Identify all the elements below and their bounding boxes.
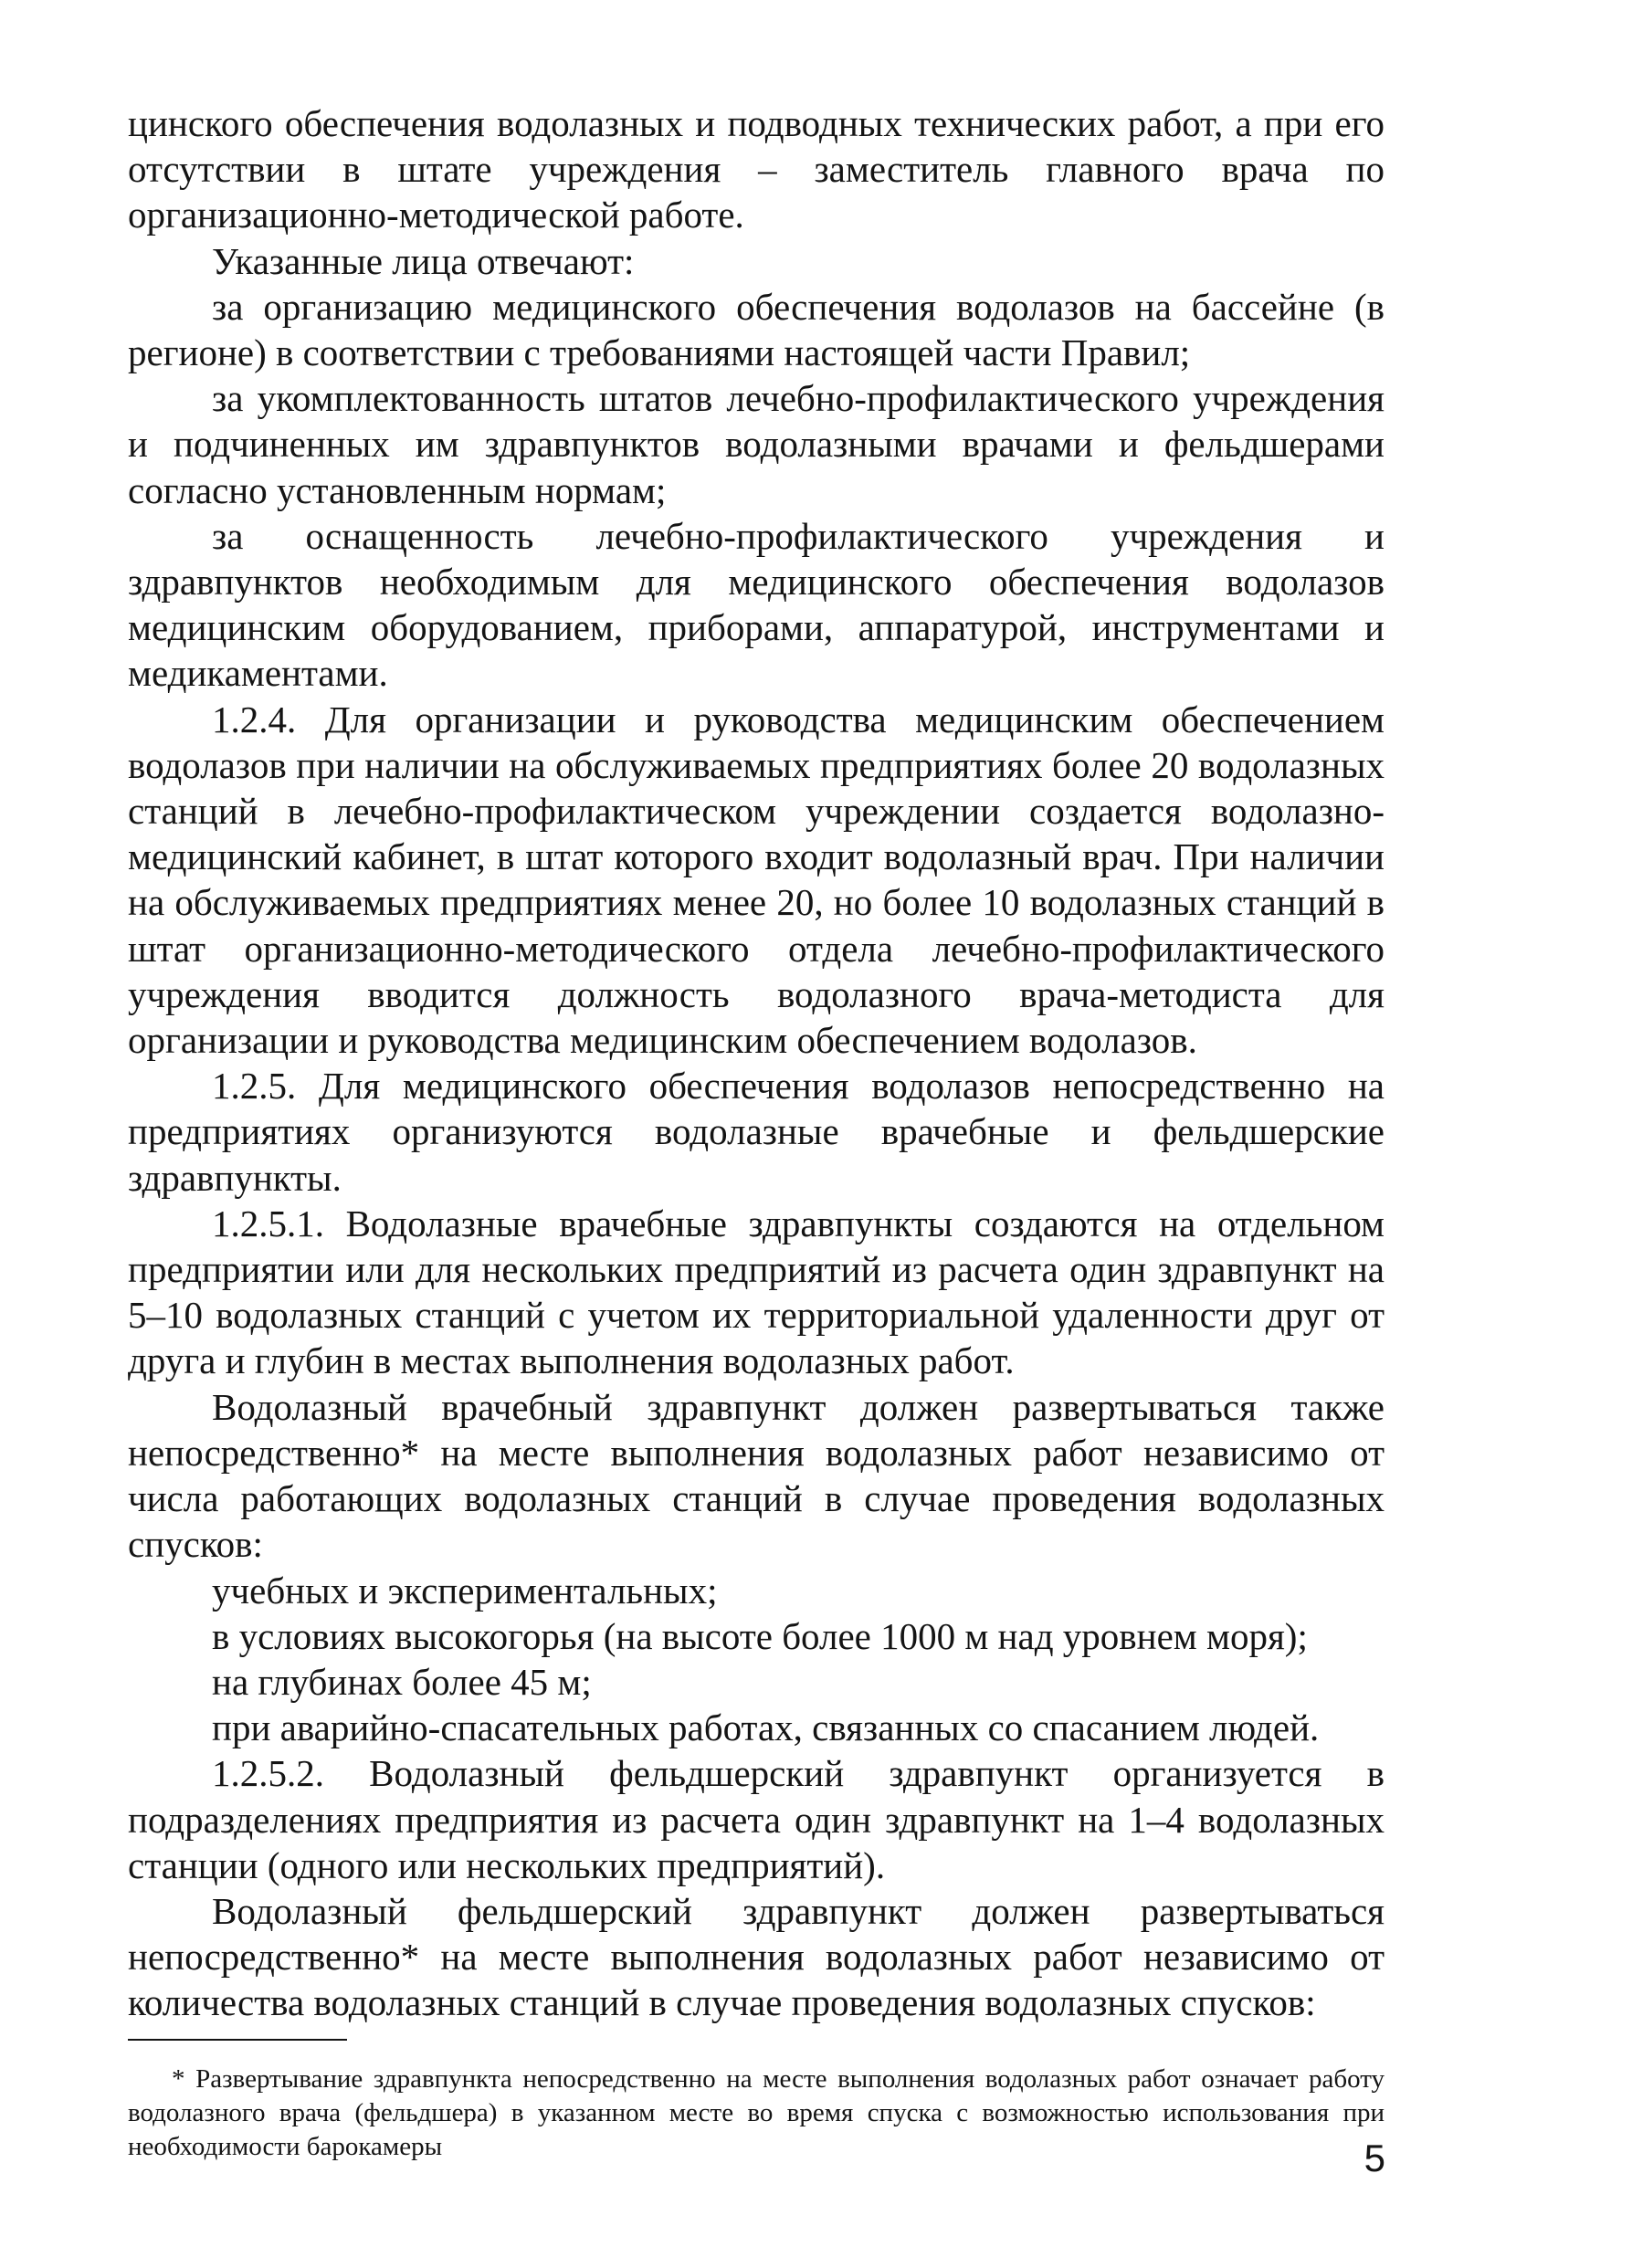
paragraph-medical-post-deployment: Водолазный врачебный здравпункт должен развертываться также непосредственно* на месте выполнения водолазных работ независимо от числа работающих водолазных станций в случае проведения водолазных спусков: (128, 1385, 1385, 1566)
list-item-highland: в условиях высокогорья (на высоте более 1000 м над уровнем моря); (212, 1614, 1308, 1657)
page-number: 5 (1364, 2137, 1385, 2179)
section-1-2-5-2: 1.2.5.2. Водолазный фельдшерский здравпункт организуется в подразделениях предприятия из расчета один здравпункт на 1–4 водолазных станции (одного или нескольких предприятий). (128, 1752, 1385, 1886)
list-item-equipment: за оснащенность лечебно-профилактического учреждения и здравпунктов необходимым для медицинского обеспечения водолазов медицинским оборудованием, приборами, аппаратурой, инструментами и медикаментами. (128, 514, 1385, 695)
list-item-training: учебных и экспериментальных; (212, 1569, 718, 1612)
footnote: * Развертывание здравпункта непосредственно на месте выполнения водолазных работ означает работу водолазного врача (фельдшера) в указанном месте во время спуска с возможностью использования при необходимости барокамеры (128, 2063, 1385, 2161)
list-item-depth: на глубинах более 45 м; (212, 1660, 592, 1703)
section-1-2-5-1: 1.2.5.1. Водолазные врачебные здравпункты создаются на отдельном предприятии или для нескольких предприятий из расчета один здравпункт на 5–10 водолазных станций с учетом их территориальной удаленности друг от друга и глубин в местах выполнения водолазных работ. (128, 1202, 1385, 1382)
list-item-rescue: при аварийно-спасательных работах, связанных со спасанием людей. (212, 1706, 1320, 1749)
document-page (128, 100, 1385, 2164)
footnote-divider (128, 2039, 347, 2041)
paragraph-continuation: цинского обеспечения водолазных и подводных технических работ, а при его отсутствии в штате учреждения – заместитель главного врача по организационно-методической работе. (128, 102, 1385, 236)
list-item-staffing: за укомплектованность штатов лечебно-профилактического учреждения и подчиненных им здравпунктов водолазными врачами и фельдшерами согласно установленным нормам; (128, 377, 1385, 511)
section-1-2-4: 1.2.4. Для организации и руководства медицинским обеспечением водолазов при наличии на обслуживаемых предприятиях более 20 водолазных станций в лечебно-профилактическом учреждении создается водолазно-медицинский кабинет, в штат которого входит водолазный врач. При наличии на обслуживаемых предприятиях менее 20, но более 10 водолазных станций в штат организационно-методического отдела лечебно-профилактического учреждения вводится должность водолазного врача-методиста для организации и руководства медицинским обеспечением водолазов. (128, 698, 1385, 1062)
section-1-2-5: 1.2.5. Для медицинского обеспечения водолазов непосредственно на предприятиях организуются водолазные врачебные и фельдшерские здравпункты. (128, 1065, 1385, 1199)
paragraph-responsible-intro: Указанные лица отвечают: (212, 239, 635, 282)
paragraph-feldsher-post-deployment: Водолазный фельдшерский здравпункт должен развертываться непосредственно* на месте выполнения водолазных работ независимо от количества водолазных станций в случае проведения водолазных спусков: (128, 1889, 1385, 2024)
list-item-organization: за организацию медицинского обеспечения водолазов на бассейне (в регионе) в соответствии с требованиями настоящей части Правил; (128, 285, 1385, 374)
